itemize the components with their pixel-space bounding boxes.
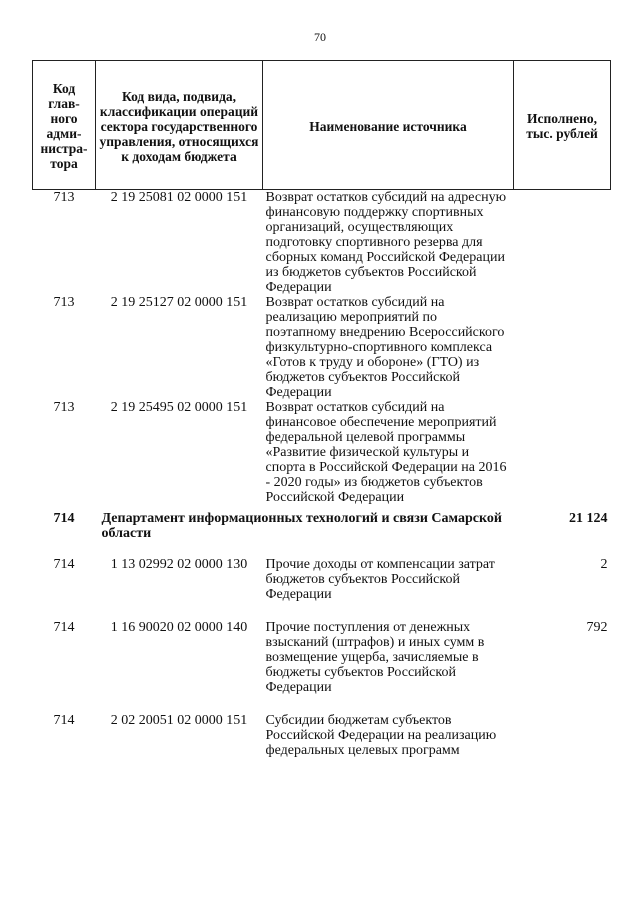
amount: [514, 713, 611, 758]
revenue-table: [32, 60, 611, 758]
classification-code: 1 16 90020 02 0000 140: [110, 620, 248, 635]
amount: [514, 400, 611, 505]
amount: 21 124: [569, 511, 608, 526]
admin-code: 713: [53, 295, 75, 310]
header-admin-code: Код глав-ного адми-нистра-тора: [33, 61, 96, 190]
admin-code: 714: [53, 620, 75, 635]
classification-code: 1 13 02992 02 0000 130: [110, 557, 248, 572]
admin-code: 713: [53, 400, 75, 415]
table-body: [33, 190, 611, 759]
table-row: [33, 620, 611, 713]
department-name: Департамент информационных технологий и связи Самарской области: [101, 511, 502, 541]
amount: [514, 295, 611, 400]
amount: 2: [600, 557, 608, 572]
page-number: 70: [314, 30, 326, 44]
amount: 792: [586, 620, 608, 635]
header-executed: Исполнено, тыс. рублей: [514, 61, 611, 190]
table-header-row: [33, 61, 611, 190]
department-row: [33, 505, 611, 557]
source-name: Прочие поступления от денежных взысканий (штрафов) и иных сумм в возмещение ущерба, зачисляемые в бюджеты субъектов Российской Федерации: [265, 620, 485, 695]
source-name: Возврат остатков субсидий на финансовое обеспечение мероприятий федеральной целевой программы «Развитие физической культуры и спорта в Российской Федерации на 2016 - 2020 годы» из бюджетов субъектов Российской Федерации: [265, 400, 507, 505]
admin-code: 714: [53, 511, 75, 526]
admin-code: 714: [53, 713, 75, 728]
header-type-code: Код вида, подвида, классификации операций сектора государственного управления, относящихся к доходам бюджета: [96, 61, 263, 190]
classification-code: 2 19 25081 02 0000 151: [110, 190, 248, 205]
table-row: [33, 295, 611, 400]
admin-code: 714: [53, 557, 75, 572]
table-row: [33, 400, 611, 505]
classification-code: 2 19 25127 02 0000 151: [110, 295, 248, 310]
table-row: [33, 190, 611, 296]
table-row: [33, 557, 611, 620]
classification-code: 2 02 20051 02 0000 151: [110, 713, 248, 728]
source-name: Возврат остатков субсидий на реализацию мероприятий по поэтапному внедрению Всероссийского физкультурно-спортивного комплекса «Готов к труду и обороне» (ГТО) из бюджетов субъектов Российской Федерации: [265, 295, 505, 400]
source-name: Субсидии бюджетам субъектов Российской Федерации на реализацию федеральных целевых программ: [265, 713, 497, 758]
source-name: Прочие доходы от компенсации затрат бюджетов субъектов Российской Федерации: [265, 557, 495, 602]
source-name: Возврат остатков субсидий на адресную финансовую поддержку спортивных организаций, осуществляющих подготовку спортивного резерва для сборных команд Российской Федерации из бюджетов субъектов Российской Федерации: [265, 190, 507, 295]
amount: [514, 190, 611, 296]
header-source-name: Наименование источника: [263, 61, 514, 190]
classification-code: 2 19 25495 02 0000 151: [110, 400, 248, 415]
table-row: [33, 713, 611, 758]
admin-code: 713: [53, 190, 75, 205]
